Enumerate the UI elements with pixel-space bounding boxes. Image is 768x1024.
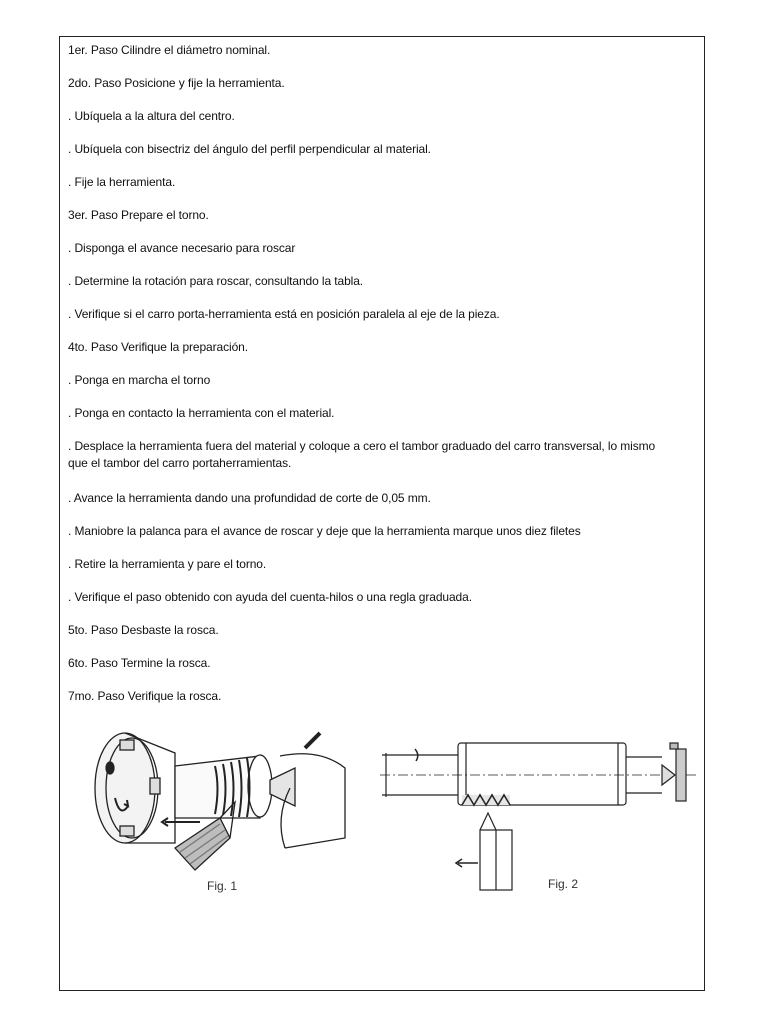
step-7: 7mo. Paso Verifique la rosca.: [68, 689, 222, 703]
step-3-substep-1: . Disponga el avance necesario para roscar: [68, 241, 296, 255]
step-2-substep-1: . Ubíquela a la altura del centro.: [68, 109, 235, 123]
step-4-substep-5: . Maniobre la palanca para el avance de roscar y deje que la herramienta marque unos diez filetes: [68, 524, 581, 538]
step-3: 3er. Paso Prepare el torno.: [68, 208, 209, 222]
step-4: 4to. Paso Verifique la preparación.: [68, 340, 248, 354]
step-4-substep-6: . Retire la herramienta y pare el torno.: [68, 557, 267, 571]
step-5: 5to. Paso Desbaste la rosca.: [68, 623, 219, 637]
figure-1-illustration: [80, 728, 350, 878]
step-1: 1er. Paso Cilindre el diámetro nominal.: [68, 43, 271, 57]
lathe-chuck-threading-drawing: [80, 728, 350, 878]
step-4-substep-4: . Avance la herramienta dando una profundidad de corte de 0,05 mm.: [68, 491, 431, 505]
figure-2-caption: Fig. 2: [548, 877, 579, 891]
step-4-substep-1: . Ponga en marcha el torno: [68, 373, 211, 387]
figure-2-illustration: [380, 735, 700, 895]
step-4-substep-2: . Ponga en contacto la herramienta con el material.: [68, 406, 335, 420]
figure-1-caption: Fig. 1: [207, 879, 238, 893]
workpiece-between-centers-drawing: [380, 735, 700, 895]
step-3-substep-2: . Determine la rotación para roscar, consultando la tabla.: [68, 274, 364, 288]
step-2: 2do. Paso Posicione y fije la herramienta.: [68, 76, 285, 90]
step-4-substep-7: . Verifique el paso obtenido con ayuda del cuenta-hilos o una regla graduada.: [68, 590, 472, 604]
step-6: 6to. Paso Termine la rosca.: [68, 656, 211, 670]
step-4-substep-3: . Desplace la herramienta fuera del material y coloque a cero el tambor graduado del carro transversal, lo mismo que el tambor del carro portaherramientas.: [68, 439, 656, 470]
step-2-substep-2: . Ubíquela con bisectriz del ángulo del perfil perpendicular al material.: [68, 142, 431, 156]
step-2-substep-3: . Fije la herramienta.: [68, 175, 176, 189]
step-3-substep-3: . Verifique si el carro porta-herramienta está en posición paralela al eje de la pieza.: [68, 307, 500, 321]
